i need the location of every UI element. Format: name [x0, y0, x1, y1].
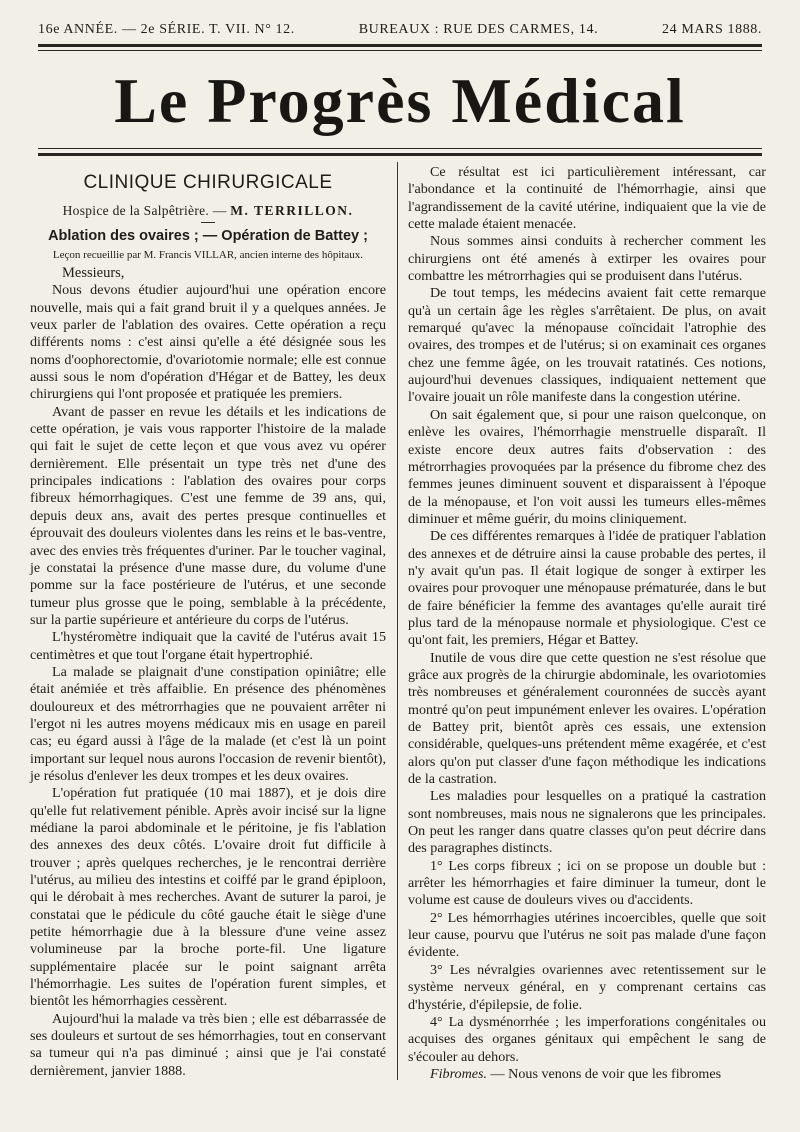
section-title: CLINIQUE CHIRURGICALE [83, 172, 333, 193]
closing-text: — Nous venons de voir que les fibromes [487, 1065, 722, 1082]
body-paragraph: 1° Les corps fibreux ; ici on se propose un double but : arrêter les hémorrhagies et faire diminuer la tumeur, dont le volume est cause de douleurs vives ou d'accidents. [408, 857, 766, 909]
body-paragraph: 4° La dysménorrhée ; les imperforations congénitales ou acquises des organes génitaux qui empêchent le sang de s'écouler au dehors. [408, 1013, 766, 1065]
right-body [408, 164, 766, 1066]
left-column [30, 164, 386, 1080]
title-separator [201, 222, 215, 223]
body-paragraph: L'opération fut pratiquée (10 mai 1887), et je dois dire qu'elle fut relativement pénible. Après avoir incisé sur la ligne médiane la paroi abdominale et le péritoine, je fis l'ablation des annexes des deux côtés. L'ovaire droit fut difficile à trouver ; après quelques recherches, je le rencontrai derrière l'utérus, au milieu des intestins et coiffé par le grand épiploon, qui le dérobait à mes recherches. Avant de suturer la paroi, je constatai que le pédicule du côté gauche était le siège d'une petite hémorrhagie due à la blessure d'une veine assez volumineuse par la broche porte-fil. Une ligature supplémentaire placée sur le point saignant arrêta l'hémorrhagie. Les suites de l'opération furent simples, et bientôt les hémorrhagies cessèrent. [30, 785, 386, 1010]
right-column [408, 164, 766, 1083]
hospital-line [30, 202, 386, 219]
issue-header [38, 22, 762, 38]
closing-paragraph [408, 1066, 766, 1083]
closing-label: Fibromes. [430, 1065, 488, 1082]
body-paragraph: De tout temps, les médecins avaient fait cette remarque qu'à un certain âge les règles s'arrêtaient. De plus, on avait remarqué qu'avec la ménopause coïncidait l'atrophie des ovaires, des trompes et de l'utérus; si on examinait ces organes chez une femme âgée, on les trouvait ratatinés. Ces notions, aujourd'hui devenues classiques, indiquaient nettement que l'ovaire jouait un rôle manifeste dans la congestion utérine. [408, 285, 766, 406]
body-paragraph: Nous sommes ainsi conduits à rechercher comment les chirurgiens ont été amenés à extirper les ovaires pour combattre les métrorrhagies qui se produisent dans l'utérus. [408, 233, 766, 285]
body-paragraph: On sait également que, si pour une raison quelconque, on enlève les ovaires, l'hémorrhagie menstruelle disparaît. Il existe encore deux autres faits d'observation : des métrorrhagies provoquées par la présence du fibrome chez des femmes jeunes diminuent souvent et disparaissent à l'époque de la ménopause, et l'on voit aussi les tumeurs elles-mêmes diminuer et même guérir, du moins cliniquement. [408, 406, 766, 527]
body-paragraph: Les maladies pour lesquelles on a pratiqué la castration sont nombreuses, mais nous ne signalerons que les principales. On peut les ranger dans quatre classes qu'on peut décrire dans des paragraphes distincts. [408, 788, 766, 857]
column-divider [397, 162, 398, 1080]
header-rule-thick [38, 44, 762, 47]
issue-date: 24 MARS 1888. [662, 22, 762, 37]
lecture-title: Ablation des ovaires ; — Opération de Battey ; [48, 228, 368, 244]
header-rule-thin [38, 50, 762, 51]
lecture-credit: Leçon recueillie par M. Francis VILLAR, ancien interne des hôpitaux. [52, 249, 364, 261]
office-address: BUREAUX : RUE DES CARMES, 14. [358, 22, 599, 37]
body-paragraph: 2° Les hémorrhagies utérines incoercibles, quelle que soit leur cause, pourvu que l'utérus ne soit pas malade d'une façon évidente. [408, 909, 766, 961]
body-paragraph: L'hystéromètre indiquait que la cavité de l'utérus avait 15 centimètres et que tout l'organe était hypertrophié. [30, 629, 386, 663]
hospital-name: Hospice de la Salpêtrière. — [62, 203, 227, 218]
body-paragraph: Inutile de vous dire que cette question ne s'est résolue que grâce aux progrès de la chirurgie abdominale, les ovariotomies très nombreuses et généralement couronnées de succès ayant montré qu'on peut impunément enlever les ovaires. L'opération de Battey prit, bientôt après ces essais, une extension considérable, quelques-uns prétendent même exagérée, et c'est alors qu'on put classer d'une façon méthodique les indications de la castration. [408, 649, 766, 788]
salutation: Messieurs, [62, 265, 125, 281]
body-paragraph: Ce résultat est ici particulièrement intéressant, car l'abondance et la continuité de l'hémorrhagie, ainsi que l'agrandissement de la cavité utérine, indiquaient que la vie de cette malade étaient menacée. [408, 164, 766, 233]
masthead-rule-thick [38, 153, 762, 156]
body-paragraph: 3° Les névralgies ovariennes avec retentissement sur le système nerveux général, en y comprenant certains cas d'hystérie, d'épilepsie, de folie. [408, 961, 766, 1013]
masthead-rule-thin [38, 148, 762, 149]
body-paragraph: Avant de passer en revue les détails et les indications de cette opération, je vais vous rapporter l'histoire de la malade qui fait le sujet de cette leçon et que vous avez vu opérer dernièrement. Elle présentait un type très net d'une des principales indications : l'ablation des ovaires pour corps fibreux hémorrhagiques. C'est une femme de 39 ans, qui, depuis deux ans, avait des pertes presque continuelles et éprouvait des douleurs violentes dans les reins et le bas-ventre, avec des envies très fréquentes d'uriner. Par le toucher vaginal, je constatai la présence d'une masse dure, du volume d'une pomme sur la face postérieure de l'utérus, et une seconde tumeur plus grosse que le poing, semblable à la précédente, sur la partie supérieure et antérieure du corps de l'utérus. [30, 403, 386, 628]
professor-name: M. TERRILLON. [230, 203, 354, 218]
issue-number: 16e ANNÉE. — 2e SÉRIE. T. VII. N° 12. [38, 22, 295, 37]
body-paragraph: Aujourd'hui la malade va très bien ; elle est débarrassée de ses douleurs et surtout de ses hémorrhagies, tout en conservant sa tumeur qui n'a pas diminué ; ainsi que je l'ai constaté dernièrement, janvier 1888. [30, 1010, 386, 1079]
left-body [30, 282, 386, 1080]
body-paragraph: La malade se plaignait d'une constipation opiniâtre; elle était anémiée et très affaiblie. En présence des phénomènes douloureux et des métrorrhagies que ne pouvaient arrêter ni l'ergot ni les autres moyens médicaux mis en usage en pareil cas; eu égard aussi à l'âge de la malade (et c'est là un point important sur lequel nous aurons l'occasion de revenir bientôt), je résolus d'enlever les deux trompes et les deux ovaires. [30, 663, 386, 784]
body-paragraph: De ces différentes remarques à l'idée de pratiquer l'ablation des annexes et de détruire ainsi la cause probable des pertes, il n'y avait qu'un pas. Il était logique de songer à extirper les ovaires pour provoquer une ménopause prématurée, dans le but de faire bénéficier la femme des avantages qu'elle aurait tiré plus tard de la ménopause normale et physiologique. C'est ce qu'ont fait, les premiers, Hégar et Battey. [408, 528, 766, 649]
masthead-title: Le Progrès Médical [114, 65, 686, 136]
body-paragraph: Nous devons étudier aujourd'hui une opération encore nouvelle, mais qui a fait grand bruit il y a quelques années. Je veux parler de l'ablation des ovaires. Cette opération a reçu différents noms : c'est ainsi qu'elle a été désignée sous les noms d'oophorectomie, d'ovariotomie normale; elle est connue aussi sous le nom d'opération d'Hégar et de Battey, les deux chirurgiens qui l'ont proposée et pratiquée les premiers. [30, 282, 386, 403]
